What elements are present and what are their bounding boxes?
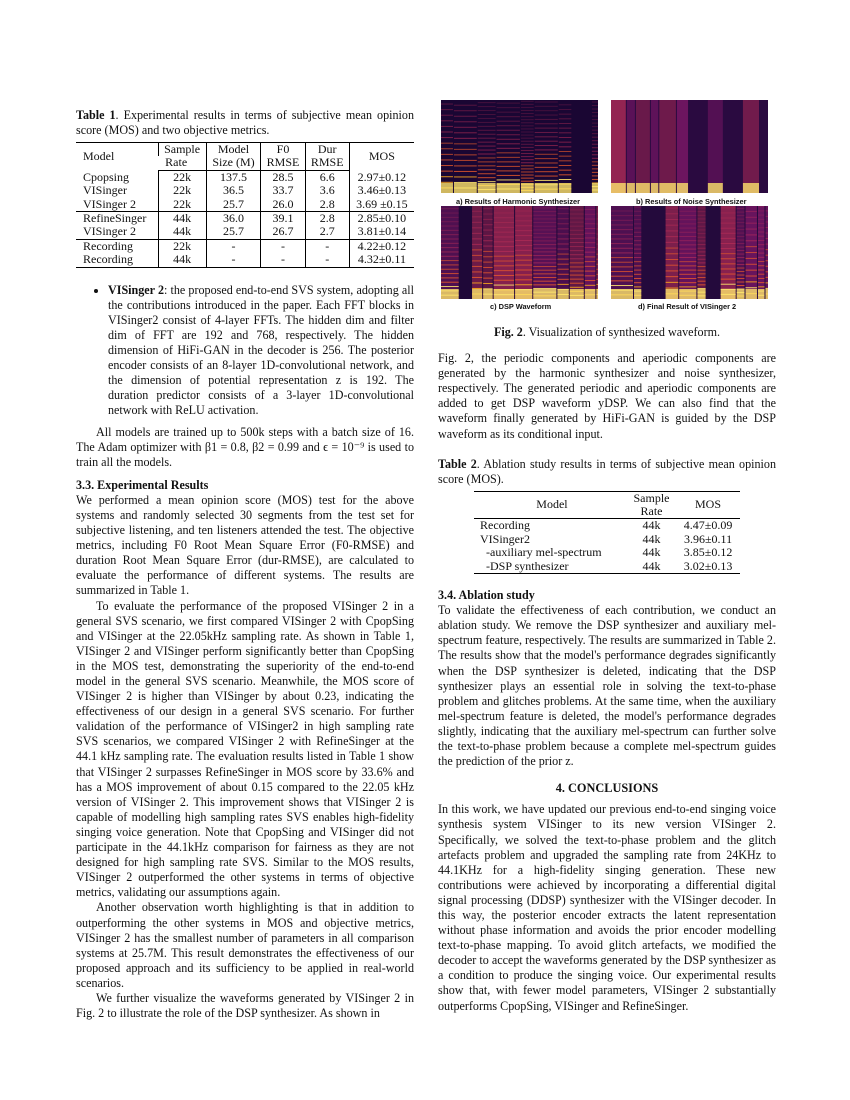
cell-rate: 44k	[642, 545, 661, 560]
cell-f0: 26.7	[261, 225, 305, 239]
t1-head-model: Model	[83, 148, 115, 163]
cell-size: 25.7	[206, 198, 261, 212]
t1-head-sample2: Rate	[158, 156, 206, 170]
t2-head-sample	[627, 491, 676, 519]
table2-caption-text: . Ablation study results in terms of subjective mean opinion score (MOS).	[438, 456, 776, 486]
cell-rate: 44k	[158, 212, 206, 226]
t1-head-size1: Model	[206, 143, 261, 157]
cell-model: VISinger 2	[83, 224, 136, 239]
section-heading: 4. CONCLUSIONS	[555, 781, 659, 796]
cell-rate: 44k	[158, 253, 206, 267]
cell-rate: 44k	[158, 225, 206, 239]
bullet-text: : the proposed end-to-end SVS system, adopting all the contributions introduced in the paper. Each FFT blocks in VISinger2 consist of 4-layer FFTs. The hidden dim and filter dim of FFT are 192 and 768, respectively. The hidden dimension of HiFi-GAN in the decoder is 256. The posterior encoder consists of an 8-layer 1D-convolutional network, and the dimension of potential representation z is 192. The duration predictor consists of a 3-layer 1D-convolutional network with ReLU activation.	[108, 282, 414, 418]
cell-model: Recording	[76, 239, 158, 253]
table-row	[76, 170, 414, 184]
cell-model: Cpopsing	[83, 169, 130, 184]
cell-rate: 22k	[158, 198, 206, 212]
table1	[76, 142, 414, 268]
figure-label-d: d) Final Result of VISinger 2	[638, 302, 737, 311]
table-row	[76, 239, 414, 253]
table2-caption-label: Table 2	[438, 456, 477, 471]
cell-mos: 4.22±0.12	[349, 239, 414, 253]
table-row	[76, 198, 414, 212]
t1-head-sample1: Sample	[158, 143, 206, 157]
cell-mos: 3.81±0.14	[349, 225, 414, 239]
cell-size: 36.0	[206, 212, 261, 226]
cell-model: -auxiliary mel-spectrum	[486, 545, 602, 560]
cell-mos: 3.69 ±0.15	[349, 198, 414, 212]
cell-mos: 2.85±0.10	[349, 212, 414, 226]
cell-mos: 3.46±0.13	[349, 184, 414, 197]
spectrogram-noise	[611, 100, 768, 193]
t1-head-dur2: RMSE	[305, 156, 349, 170]
cell-dur: -	[305, 253, 349, 267]
cell-rate: 44k	[642, 531, 661, 546]
table2-caption	[438, 457, 776, 487]
cell-mos: 3.02±0.13	[683, 558, 733, 573]
cell-size: 137.5	[206, 170, 261, 184]
cell-f0: 28.5	[261, 170, 305, 184]
cell-size: -	[206, 239, 261, 253]
figure-label-c: c) DSP Waveform	[490, 302, 552, 311]
cell-model: RefineSinger	[76, 212, 158, 226]
cell-rate: 44k	[642, 558, 661, 573]
figure-2	[438, 100, 776, 312]
t2-head-sample1: Sample	[633, 490, 670, 505]
cell-model: -DSP synthesizer	[486, 558, 569, 573]
t2-head-mos: MOS	[676, 491, 740, 519]
cell-f0: 26.0	[261, 198, 305, 212]
cell-mos: 3.96±0.11	[683, 531, 733, 546]
table1-caption	[76, 108, 414, 138]
cell-dur: 2.8	[305, 212, 349, 226]
paragraph: In this work, we have updated our previous end-to-end singing voice synthesis system VISinger to its new version VISinger 2. Specifically, we solved the text-to-phase problem and the glitch artefacts problem and upgraded the sampling rate from 24KHz to 44.1KHz for a high-fidelity singing generation. These new contributions were achieved by incorporating a differential digital signal processing (DDSP) synthesizer with the VISinger decoder. In this way, the posterior encoder extracts the latent representation without phase information and avoids the prior encoder modelling text-to-phase mapping. To avoid glitch artefacts, we modified the decoder to accept the waveforms generated by the DSP synthesizer as a condition to produce the singing voice. Our experimental results show that, with fewer model parameters, VISinger 2 substantially outperforms CpopSing, VISinger and RefineSinger.	[438, 802, 776, 1013]
list-item	[108, 283, 414, 419]
cell-dur: 2.7	[305, 225, 349, 239]
t1-head-dur1: Dur	[305, 143, 349, 157]
table-row	[474, 533, 740, 546]
paragraph: Another observation worth highlighting is that in addition to outperforming the other systems in MOS and objective metrics, VISinger 2 has the smallest number of parameters in all comparison systems at 25.7M. This result demonstrates the effectiveness of our proposed approach and its sufficiency to be applied in real-world scenarios.	[76, 900, 414, 990]
table-row	[474, 560, 740, 574]
cell-dur: 3.6	[305, 184, 349, 197]
cell-f0: 39.1	[261, 212, 305, 226]
cell-mos: 4.32±0.11	[349, 253, 414, 267]
table1-caption-label: Table 1	[76, 108, 116, 122]
para-training: All models are trained up to 500k steps with a batch size of 16. The Adam optimizer with β1 = 0.8, β2 = 0.99 and ϵ = 10⁻⁹ is used to train all the models.	[76, 424, 414, 469]
left-column	[76, 108, 414, 1021]
paragraph: To validate the effectiveness of each contribution, we conduct an ablation study. We remove the DSP synthesizer and auxiliary mel-spectrum feature, respectively. The results are summarized in Table 2. The results show that the model's performance degrades significantly when the DSP synthesizer is deleted, indicating that the DSP synthesizer plays an essential role in solving the text-to-phase problem and glitches problems. At the same time, when the auxiliary mel-spectrum feature is deleted, the model's performance degrades slightly, indicating that the auxiliary mel-spectrum can further solve the text-to-phase problem because a complete mel-spectrum guides the prediction of the prior z.	[438, 603, 776, 769]
figure-caption-text: . Visualization of synthesized waveform.	[522, 325, 721, 339]
section-heading: 3.4. Ablation study	[438, 588, 535, 603]
figure-caption-label: Fig. 2	[493, 325, 523, 339]
cell-model: VISinger2	[480, 531, 530, 546]
cell-model: VISinger 2	[83, 196, 136, 211]
cell-rate: 44k	[642, 518, 661, 533]
section-heading: 3.3. Experimental Results	[76, 477, 209, 492]
table-row	[474, 519, 740, 533]
table-row	[76, 184, 414, 197]
bullet-label: VISinger 2	[108, 282, 164, 297]
table-row	[76, 253, 414, 267]
cell-dur: 2.8	[305, 198, 349, 212]
spectrogram-final	[611, 206, 768, 299]
cell-mos: 4.47±0.09	[683, 518, 733, 533]
figure-label-a: a) Results of Harmonic Synthesizer	[456, 197, 581, 206]
system-list	[76, 283, 414, 419]
cell-mos: 2.97±0.12	[349, 170, 414, 184]
t1-head-f02: RMSE	[261, 156, 305, 170]
table-row	[76, 225, 414, 239]
table2	[474, 491, 740, 574]
t1-head-mos: MOS	[349, 143, 414, 171]
paragraph: To evaluate the performance of the proposed VISinger 2 in a general SVS scenario, we first compared VISinger 2 with CpopSing and VISinger at the 22.05kHz sampling rate. As shown in Table 1, VISinger 2 and VISinger perform significantly better than CpopSing in the MOS test, demonstrating the superiority of the end-to-end model in the general SVS scenario. Meanwhile, the MOS score of VISinger 2 is higher than VISinger by about 0.23, indicating the effectiveness of our design in a general SVS scenario. For further validation of the performance of VISinger2 in high sampling rate SVS scenarios, we compared VISinger 2 with RefineSinger at the 44.1 kHz sampling rate. The evaluation results listed in Table 1 show that VISinger 2 surpasses RefineSinger in MOS score by 33.6% and has a MOS improvement of about 0.15 compared to the 22.05 kHz version of VISinger 2. This improvement shows that VISinger 2 is capable of modelling high sampling rates SVS enables high-fidelity singing voice generation. Note that CpopSing and VISinger did not participate in the 44.1kHz comparison for fairness as they are not designed for high sampling rate SVS. Similar to the MOS results, VISinger 2 outperformed the other systems in terms of objective metrics, validating our assumptions again.	[76, 598, 414, 900]
t1-head-f01: F0	[261, 143, 305, 157]
paragraph: Fig. 2, the periodic components and aperiodic components are generated by the harmonic synthesizer and noise synthesizer, respectively. The generated periodic and aperiodic components are added to get DSP waveform yDSP. We can also find that the waveform finally generated by HiFi-GAN is guided by the DSP waveform as its conditional input.	[438, 351, 776, 441]
table1-caption-text: . Experimental results in terms of subjective mean opinion score (MOS) and two objective metrics.	[76, 108, 414, 137]
cell-model: Recording	[480, 518, 530, 533]
table-row	[76, 212, 414, 226]
spectrogram-dsp	[441, 206, 598, 299]
cell-size: 25.7	[206, 225, 261, 239]
cell-f0: 33.7	[261, 184, 305, 197]
t2-head-sample2: Rate	[640, 504, 663, 519]
cell-model: Recording	[83, 252, 133, 267]
cell-model: VISinger	[83, 183, 127, 198]
cell-rate: 22k	[158, 239, 206, 253]
spectrogram-harmonic	[441, 100, 598, 193]
cell-dur: 6.6	[305, 170, 349, 184]
paragraph: We performed a mean opinion score (MOS) test for the above systems and randomly selected 30 segments from the test set for subjective listening, and ten listeners attended the test. The objective metrics, including F0 Root Mean Square Error (F0-RMSE) and duration Root Mean Square Error (dur-RMSE), are calculated to evaluate the performance of different systems. The results are summarized in Table 1.	[76, 492, 414, 598]
paragraph: We further visualize the waveforms generated by VISinger 2 in Fig. 2 to illustrate the role of the DSP synthesizer. As shown in	[76, 990, 414, 1021]
table-row	[474, 546, 740, 559]
cell-mos: 3.85±0.12	[683, 545, 733, 560]
cell-size: -	[206, 253, 261, 267]
right-column	[438, 100, 776, 1014]
cell-size: 36.5	[206, 184, 261, 197]
t1-head-size2: Size (M)	[206, 156, 261, 170]
cell-dur: -	[305, 239, 349, 253]
cell-rate: 22k	[158, 184, 206, 197]
cell-rate: 22k	[158, 170, 206, 184]
t2-head-model: Model	[474, 491, 627, 519]
figure-caption	[438, 325, 776, 340]
cell-f0: -	[261, 253, 305, 267]
figure-label-b: b) Results of Noise Synthesizer	[636, 197, 747, 206]
cell-f0: -	[261, 239, 305, 253]
